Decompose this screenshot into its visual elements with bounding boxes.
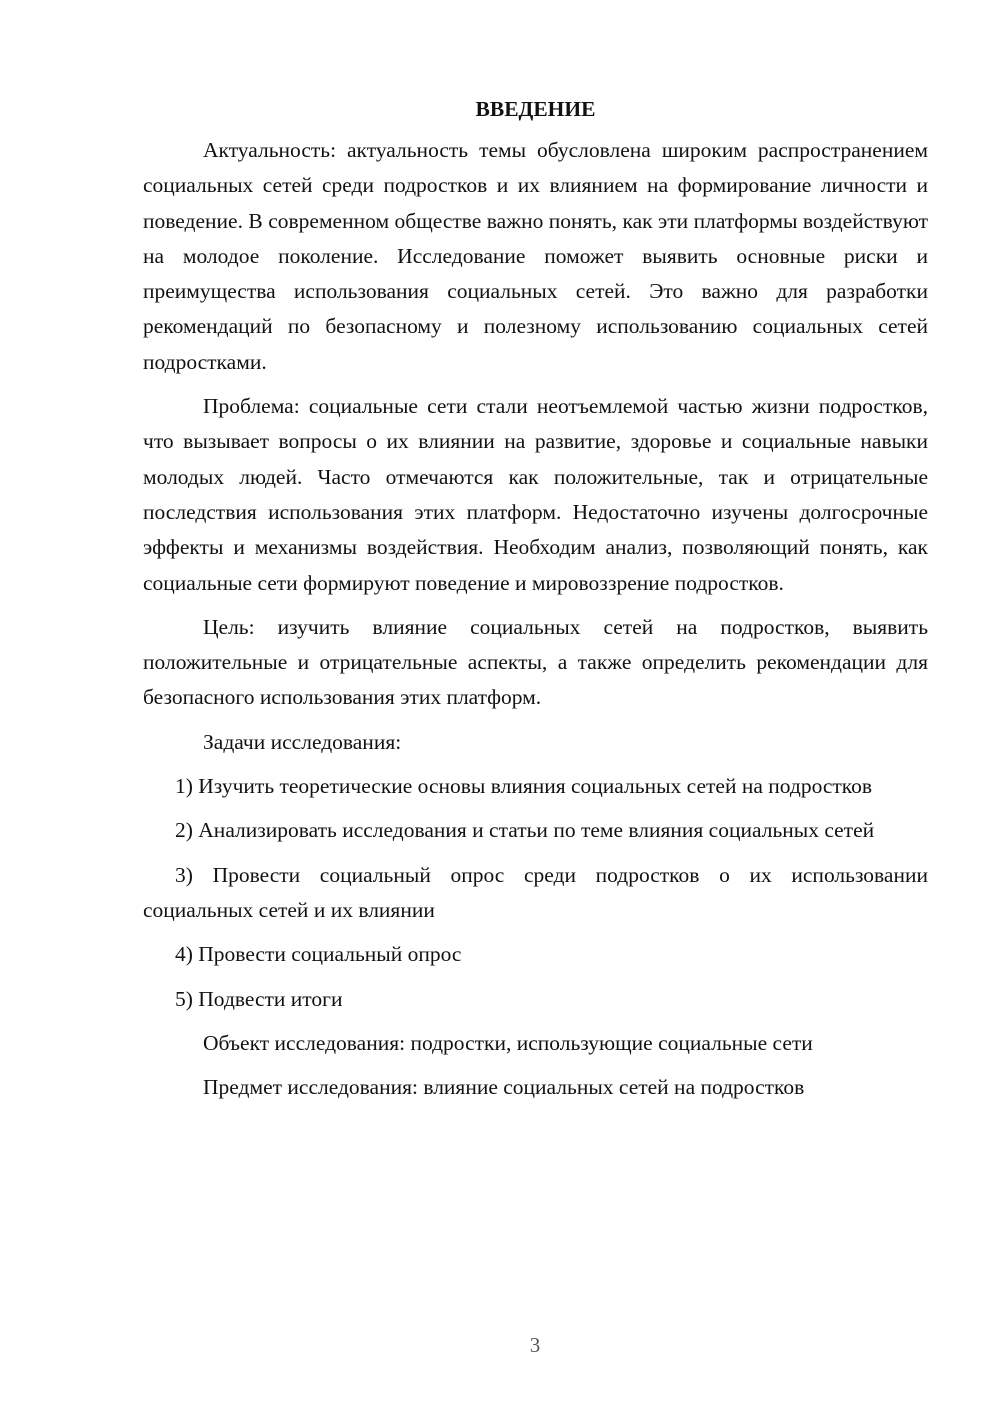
task-item-1: 1) Изучить теоретические основы влияния социальных сетей на подростков	[175, 774, 873, 799]
task-item-2: 2) Анализировать исследования и статьи по теме влияния социальных сетей	[175, 818, 875, 843]
task-item-3: 3) Провести социальный опрос среди подростков о их использовании социальных сетей и их влиянии	[143, 862, 928, 922]
goal-paragraph: Цель: изучить влияние социальных сетей на подростков, выявить положительные и отрицательные аспекты, а также определить рекомендации для безопасного использования этих платформ.	[143, 614, 928, 710]
tasks-heading: Задачи исследования:	[203, 729, 402, 754]
document-page	[143, 92, 928, 1105]
relevance-paragraph: Актуальность: актуальность темы обусловлена широким распространением социальных сетей среди подростков и их влиянием на формирование личности и поведение. В современном обществе важно понять, как эти платформы воздействуют на молодое поколение. Исследование поможет выявить основные риски и преимущества использования социальных сетей. Это важно для разработки рекомендаций по безопасному и полезному использованию социальных сетей подростками.	[143, 138, 928, 374]
page-number: 3	[529, 1333, 541, 1357]
research-object: Объект исследования: подростки, использующие социальные сети	[203, 1030, 813, 1055]
task-item-4: 4) Провести социальный опрос	[175, 942, 462, 967]
problem-paragraph: Проблема: социальные сети стали неотъемлемой частью жизни подростков, что вызывает вопросы о их влиянии на развитие, здоровье и социальные навыки молодых людей. Часто отмечаются как положительные, так и отрицательные последствия использования этих платформ. Недостаточно изучены долгосрочные эффекты и механизмы воздействия. Необходим анализ, позволяющий понять, как социальные сети формируют поведение и мировоззрение подростков.	[143, 394, 928, 595]
page-title: ВВЕДЕНИЕ	[475, 97, 596, 121]
task-item-5: 5) Подвести итоги	[175, 986, 343, 1011]
research-subject: Предмет исследования: влияние социальных сетей на подростков	[203, 1075, 805, 1100]
